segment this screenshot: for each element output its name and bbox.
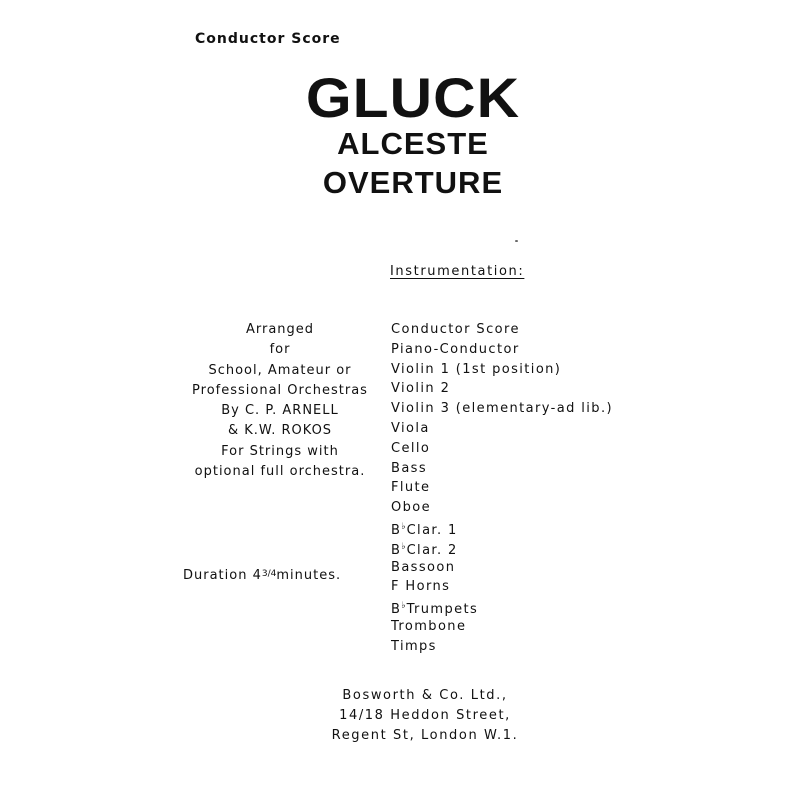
flat-sign: ♭ xyxy=(401,521,406,532)
instrument-part-item xyxy=(391,577,613,597)
instrument-part-item xyxy=(391,399,613,419)
instrument-name: Timps xyxy=(391,638,437,654)
instrument-part-item xyxy=(391,558,613,578)
instrument-part-item xyxy=(391,459,613,479)
work-title-line-2: OVERTURE xyxy=(322,165,504,200)
paper-speck xyxy=(515,240,518,242)
instrumentation-heading: Instrumentation: xyxy=(390,264,525,279)
publisher-city: Regent St, London W.1. xyxy=(331,728,519,743)
score-type-label: Conductor Score xyxy=(195,31,341,47)
duration-prefix: Duration 4 xyxy=(183,568,262,583)
instrument-name: Bass xyxy=(391,460,428,476)
duration-suffix: minutes. xyxy=(276,568,342,583)
instrument-part-item xyxy=(391,617,613,637)
instrument-part-item xyxy=(391,320,613,340)
instrument-part-item xyxy=(391,360,613,380)
instrument-key-letter: B xyxy=(391,522,402,538)
instrument-key-letter: B xyxy=(391,542,402,558)
arrangement-block xyxy=(170,320,390,482)
instrument-key-letter: B xyxy=(391,602,402,618)
arrangement-line: Professional Orchestras xyxy=(192,382,368,398)
instrument-part-item xyxy=(391,439,613,459)
instrument-name: Cello xyxy=(391,440,431,456)
instrument-name: Bassoon xyxy=(391,559,456,575)
arranger-line: By C. P. ARNELL xyxy=(221,403,339,419)
arrangement-line: Arranged xyxy=(245,322,315,337)
instrument-part-item xyxy=(391,340,613,360)
flat-sign: ♭ xyxy=(401,541,406,552)
instrument-part-item xyxy=(391,379,613,399)
instrument-name: Clar. 1 xyxy=(406,522,458,538)
publisher-name: Bosworth & Co. Ltd., xyxy=(342,688,508,703)
instrument-part-item xyxy=(391,478,613,498)
instrument-name: Violin 3 (elementary-ad lib.) xyxy=(391,401,613,417)
arrangement-line: School, Amateur or xyxy=(208,362,352,378)
instrument-name: F Horns xyxy=(391,579,451,595)
instrument-name: Clar. 2 xyxy=(406,542,458,558)
instrument-part-item xyxy=(391,538,613,558)
instrument-name: Flute xyxy=(391,480,431,496)
arrangement-line: for xyxy=(269,342,291,358)
instrument-parts-list xyxy=(391,320,613,657)
work-title-line-1: ALCESTE xyxy=(337,126,489,161)
instrument-part-item xyxy=(391,597,613,617)
instrument-name: Viola xyxy=(391,420,430,436)
instrument-name: Trumpets xyxy=(406,602,479,618)
instrument-name: Conductor Score xyxy=(391,322,520,337)
arrangement-line: For Strings with xyxy=(221,443,339,459)
duration-fraction: 3/4 xyxy=(261,569,277,579)
instrument-name: Trombone xyxy=(391,618,467,634)
arranger-line: & K.W. ROKOS xyxy=(227,423,333,439)
instrument-name: Piano-Conductor xyxy=(391,341,520,357)
instrument-name: Violin 2 xyxy=(391,381,451,397)
instrument-name: Oboe xyxy=(391,500,432,516)
publisher-block xyxy=(290,686,560,746)
instrument-part-item xyxy=(391,419,613,439)
arrangement-line: optional full orchestra. xyxy=(194,464,366,480)
instrument-name: Violin 1 (1st position) xyxy=(391,361,562,377)
composer-name: GLUCK xyxy=(305,66,521,129)
duration-text xyxy=(183,564,341,586)
instrument-part-item xyxy=(391,498,613,518)
instrument-part-item xyxy=(391,637,613,657)
publisher-address: 14/18 Heddon Street, xyxy=(339,708,511,723)
instrument-part-item xyxy=(391,518,613,538)
flat-sign: ♭ xyxy=(401,601,406,612)
